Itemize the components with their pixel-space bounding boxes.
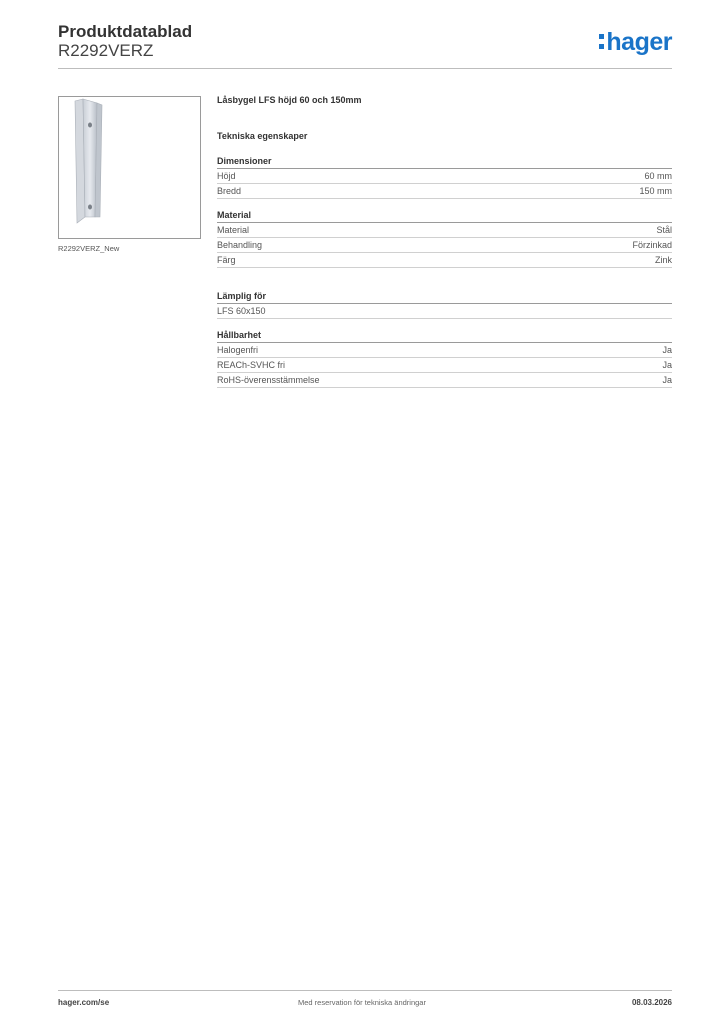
technical-properties-heading: Tekniska egenskaper	[217, 131, 308, 141]
spec-label: Behandling	[217, 240, 263, 250]
spec-label: LFS 60x150	[217, 306, 266, 316]
spec-value: Förzinkad	[632, 240, 672, 250]
spec-row	[217, 238, 672, 253]
footer-disclaimer: Med reservation för tekniska ändringar	[298, 998, 426, 1007]
section-title: Dimensioner	[217, 155, 672, 169]
document-title: Produktdatablad	[58, 22, 193, 41]
product-name: Låsbygel LFS höjd 60 och 150mm	[217, 95, 362, 105]
product-code: R2292VERZ	[58, 41, 154, 60]
page-header	[58, 20, 672, 70]
spec-row	[217, 358, 672, 373]
spec-value: Ja	[662, 360, 672, 370]
footer-date: 08.03.2026	[631, 998, 672, 1007]
section-suitable-for	[217, 290, 672, 319]
section-title: Lämplig för	[217, 290, 672, 304]
spec-row	[217, 373, 672, 388]
spec-row	[217, 253, 672, 268]
spec-row	[217, 223, 672, 238]
logo-text: hager	[606, 28, 672, 56]
footer-divider	[58, 990, 672, 991]
spec-value: Stål	[656, 225, 672, 235]
image-caption: R2292VERZ_New	[58, 244, 120, 253]
spec-row	[217, 304, 672, 319]
spec-label: Färg	[217, 255, 236, 265]
spec-label: Material	[217, 225, 250, 235]
metal-bracket-image	[59, 97, 200, 238]
product-image	[58, 96, 201, 239]
spec-value: 60 mm	[644, 171, 672, 181]
spec-label: RoHS-överensstämmelse	[217, 375, 320, 385]
spec-label: Höjd	[217, 171, 236, 181]
spec-value: Zink	[654, 255, 672, 265]
section-title: Material	[217, 209, 672, 223]
section-dimensions	[217, 155, 672, 199]
spec-row	[217, 184, 672, 199]
logo-dots-icon	[599, 34, 604, 49]
spec-value: Ja	[662, 375, 672, 385]
spec-label: Bredd	[217, 186, 242, 196]
spec-row	[217, 169, 672, 184]
spec-value: Ja	[662, 345, 672, 355]
section-material	[217, 209, 672, 268]
specifications	[217, 95, 672, 388]
section-title: Hållbarhet	[217, 329, 672, 343]
website-link[interactable]: hager.com/se	[58, 998, 110, 1007]
spec-row	[217, 343, 672, 358]
spec-label: Halogenfri	[217, 345, 259, 355]
spec-value: 150 mm	[639, 186, 672, 196]
header-divider	[58, 68, 672, 69]
spec-label: REACh-SVHC fri	[217, 360, 286, 370]
section-sustainability	[217, 329, 672, 388]
hager-logo	[599, 28, 672, 57]
